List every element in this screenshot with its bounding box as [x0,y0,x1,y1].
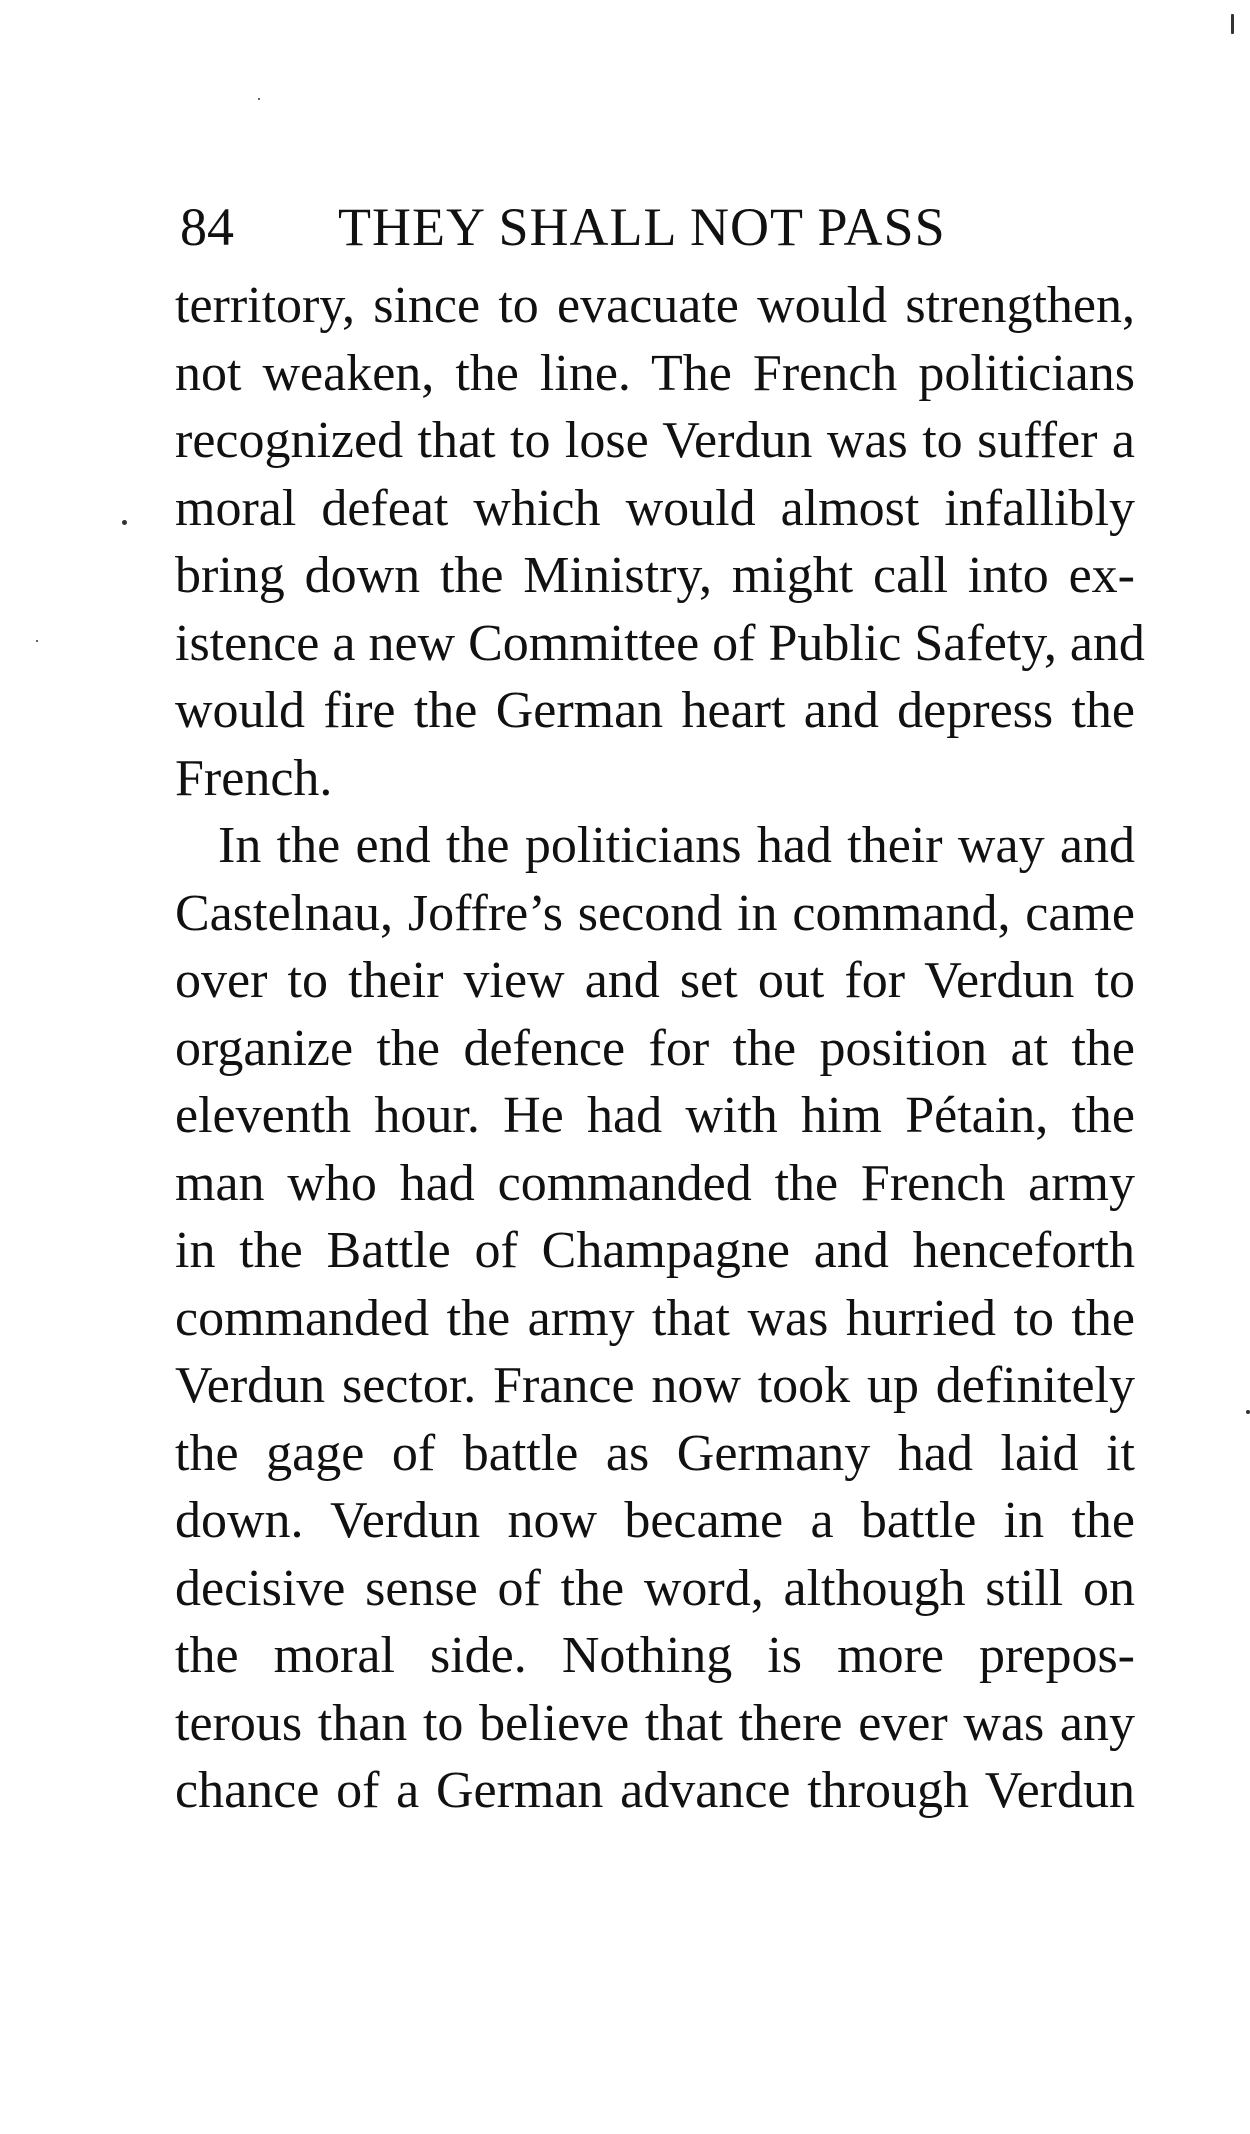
text-line: would fire the German heart and depress the [175,682,1135,739]
text-line: organize the defence for the position at the [175,1019,1135,1077]
scan-speck [258,98,260,100]
text-line: terous than to believe that there ever was any [175,1694,1135,1752]
scan-speck [122,520,127,525]
text-line: chance of a German advance through Verdun [175,1762,1135,1819]
text-line: man who had commanded the French army [175,1154,1135,1212]
text-line: in the Battle of Champagne and henceforth [175,1222,1135,1279]
scan-speck [1231,14,1234,34]
text-line: territory, since to evacuate would strengthen, [175,277,1135,334]
text-line: istence a new Committee of Public Safety, and [175,614,1145,672]
text-line: In the end the politicians had their way and [218,817,1135,874]
text-line: down. Verdun now became a battle in the [175,1492,1135,1549]
text-line: eleventh hour. He had with him Pétain, the [175,1087,1135,1144]
text-line: the gage of battle as Germany had laid it [175,1424,1135,1482]
paragraph-2 [175,812,1135,1825]
text-line: Castelnau, Joffre’s second in command, came [175,884,1135,942]
running-title: THEY SHALL NOT PASS [338,197,946,257]
paragraph-1 [175,272,1145,812]
text-line: commanded the army that was hurried to the [175,1289,1135,1347]
text-line: not weaken, the line. The French politicians [175,344,1135,402]
text-line: recognized that to lose Verdun was to suffer a [175,412,1135,469]
text-line: decisive sense of the word, although still on [175,1559,1135,1617]
body-text [175,272,1145,1825]
text-line: over to their view and set out for Verdun to [175,952,1135,1009]
scan-speck [1246,1410,1250,1414]
scan-speck [36,640,38,642]
page-number: 84 [180,197,234,257]
text-line: moral defeat which would almost infallibly [175,479,1135,537]
text-line: French. [175,749,333,807]
text-line: the moral side. Nothing is more prepos- [175,1627,1135,1684]
text-line: bring down the Ministry, might call into ex- [175,547,1135,604]
text-line: Verdun sector. France now took up definitely [175,1357,1135,1414]
page-header [180,192,1140,262]
